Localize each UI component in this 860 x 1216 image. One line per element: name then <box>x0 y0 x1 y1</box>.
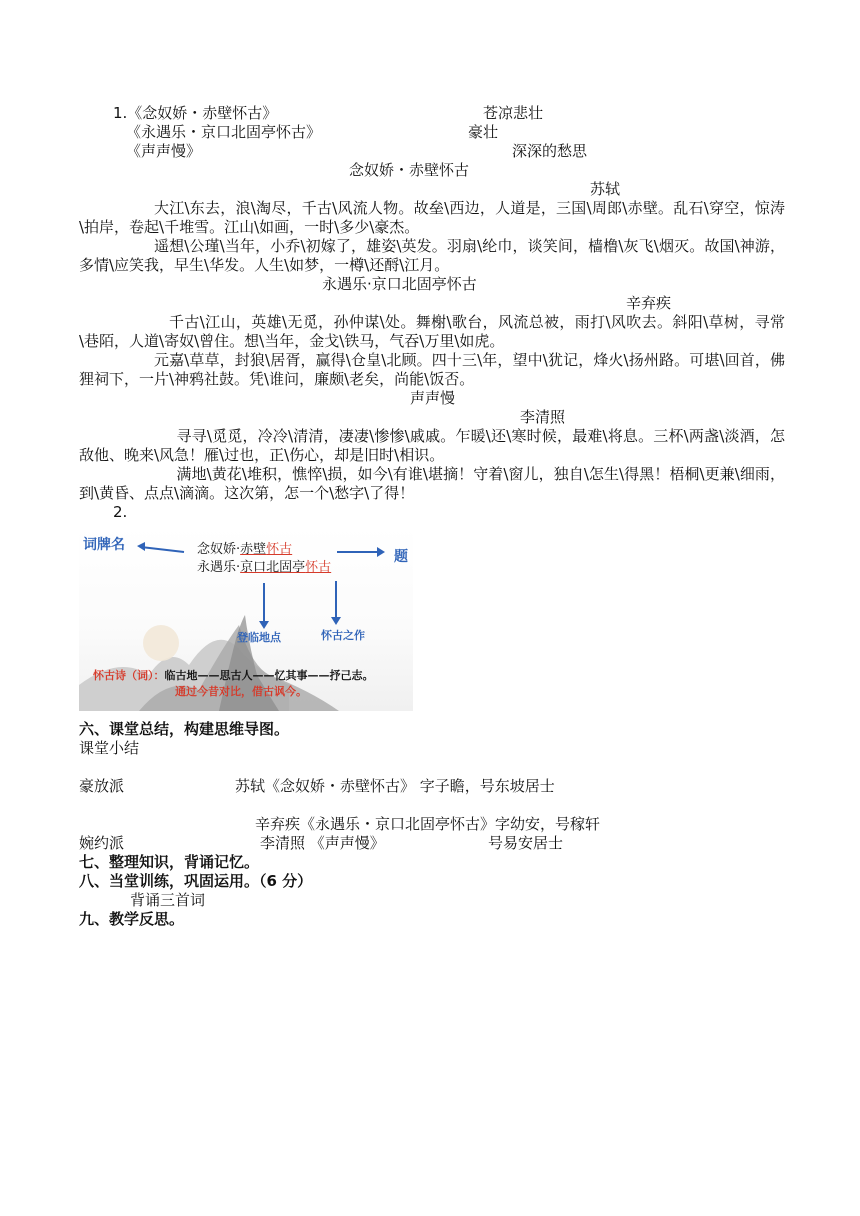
poem1-prefix: 念奴娇· <box>197 542 241 557</box>
section-heading-8: 八、当堂训练，巩固运用。（6 分） <box>79 872 313 890</box>
work-label: 怀古之作 <box>321 629 365 642</box>
arrow-head <box>259 621 269 629</box>
poem-title: 永遇乐·京口北固亭怀古 <box>322 275 477 293</box>
moon-shape <box>143 625 179 661</box>
poem2-label <box>197 556 331 575</box>
poem-author: 辛弃疾 <box>626 294 672 312</box>
arrow-head <box>331 617 341 625</box>
summary-subheading: 课堂小结 <box>79 739 140 757</box>
section-heading-9: 九、教学反思。 <box>79 910 185 928</box>
poem2-place: 京口北固亭 <box>240 560 306 575</box>
poem2-prefix: 永遇乐· <box>197 560 241 575</box>
section-heading-7: 七、整理知识，背诵记忆。 <box>79 853 260 871</box>
poem-author: 苏轼 <box>590 180 621 198</box>
formula-line <box>93 667 374 683</box>
poem1-label <box>197 538 292 557</box>
poem-title: 声声慢 <box>410 389 456 407</box>
poem-list-style-1: 苍凉悲壮 <box>483 104 544 122</box>
section-heading-6: 六、课堂总结，构建思维导图。 <box>79 720 290 738</box>
poem-list-item-1: 1.《念奴娇・赤壁怀古》 <box>113 104 278 122</box>
title-label: 题 <box>394 549 408 565</box>
section-number: 2. <box>113 503 128 521</box>
poem-paragraph: 满地\黄花\堆积，憔悴\损，如今\有谁\堪摘！守着\窗儿，独自\怎生\得黑！梧桐\更兼\细雨，到\黄昏、点点\滴滴。这次第，怎一个\愁字\了得！ <box>79 465 785 502</box>
poem-author: 李清照 <box>520 408 566 426</box>
poem1-suffix: 怀古 <box>266 542 293 557</box>
place-label: 登临地点 <box>237 631 281 644</box>
arrow-head <box>377 547 385 557</box>
summary-row-xinqiji: 辛弃疾《永遇乐・京口北固亭怀古》字幼安，号稼轩 <box>255 815 601 833</box>
poem2-suffix: 怀古 <box>305 560 332 575</box>
poem-paragraph: 千古\江山，英雄\无觅，孙仲谋\处。舞榭\歌台，风流总被，雨打\风吹去。斜阳\草树，寻常\巷陌，人道\寄奴\曾住。想\当年，金戈\铁马，气吞\万里\如虎。 <box>79 313 785 350</box>
poem-list-item-3: 《声声慢》 <box>126 142 202 160</box>
cipai-label: 词牌名 <box>83 537 125 553</box>
arrow-head <box>137 542 145 551</box>
poem-paragraph: 寻寻\觅觅，冷冷\清清，凄凄\惨惨\戚戚。乍暖\还\寒时候，最难\将息。三杯\两盏\淡酒，怎敌他、晚来\风急！雁\过也，正\伤心，却是旧时\相识。 <box>79 427 785 464</box>
formula-sub: 通过今昔对比，借古讽今。 <box>175 685 307 698</box>
poem-paragraph: 元嘉\草草，封狼\居胥，赢得\仓皇\北顾。四十三\年，望中\犹记，烽火\扬州路。可堪\回首，佛狸祠下，一片\神鸦社鼓。凭\谁问，廉颇\老矣，尚能\饭否。 <box>79 351 785 388</box>
poem1-place: 赤壁 <box>240 542 267 557</box>
poem-list-item-2: 《永遇乐・京口北固亭怀古》 <box>126 123 322 141</box>
poem-paragraph: 遥想\公瑾\当年，小乔\初嫁了，雄姿\英发。羽扇\纶巾，谈笑间，樯橹\灰飞\烟灭。故国\神游，多情\应笑我，早生\华发。人生\如梦，一樽\还酹\江月。 <box>79 237 785 274</box>
formula-label: 怀古诗（词）： <box>93 669 165 682</box>
summary-row-liqingzhao: 李清照 《声声慢》 <box>260 834 385 852</box>
summary-row-liqingzhao-hao: 号易安居士 <box>488 834 564 852</box>
arrow-left <box>141 547 184 552</box>
school-wanyue: 婉约派 <box>79 834 125 852</box>
poem-list-style-3: 深深的愁思 <box>512 142 588 160</box>
school-haofang: 豪放派 <box>79 777 125 795</box>
poem-title: 念奴娇・赤壁怀古 <box>349 161 470 179</box>
task-recite: 背诵三首词 <box>130 891 206 909</box>
huaigu-diagram <box>79 525 413 711</box>
poem-list-style-2: 豪壮 <box>468 123 499 141</box>
poem-paragraph: 大江\东去，浪\淘尽，千古\风流人物。故垒\西边，人道是，三国\周郎\赤壁。乱石\穿空，惊涛\拍岸，卷起\千堆雪。江山\如画，一时\多少\豪杰。 <box>79 199 785 236</box>
summary-row-sushi: 苏轼《念奴娇・赤壁怀古》 字子瞻，号东坡居士 <box>235 777 555 795</box>
formula-text: 临古地——思古人——忆其事——抒己志。 <box>164 669 374 682</box>
